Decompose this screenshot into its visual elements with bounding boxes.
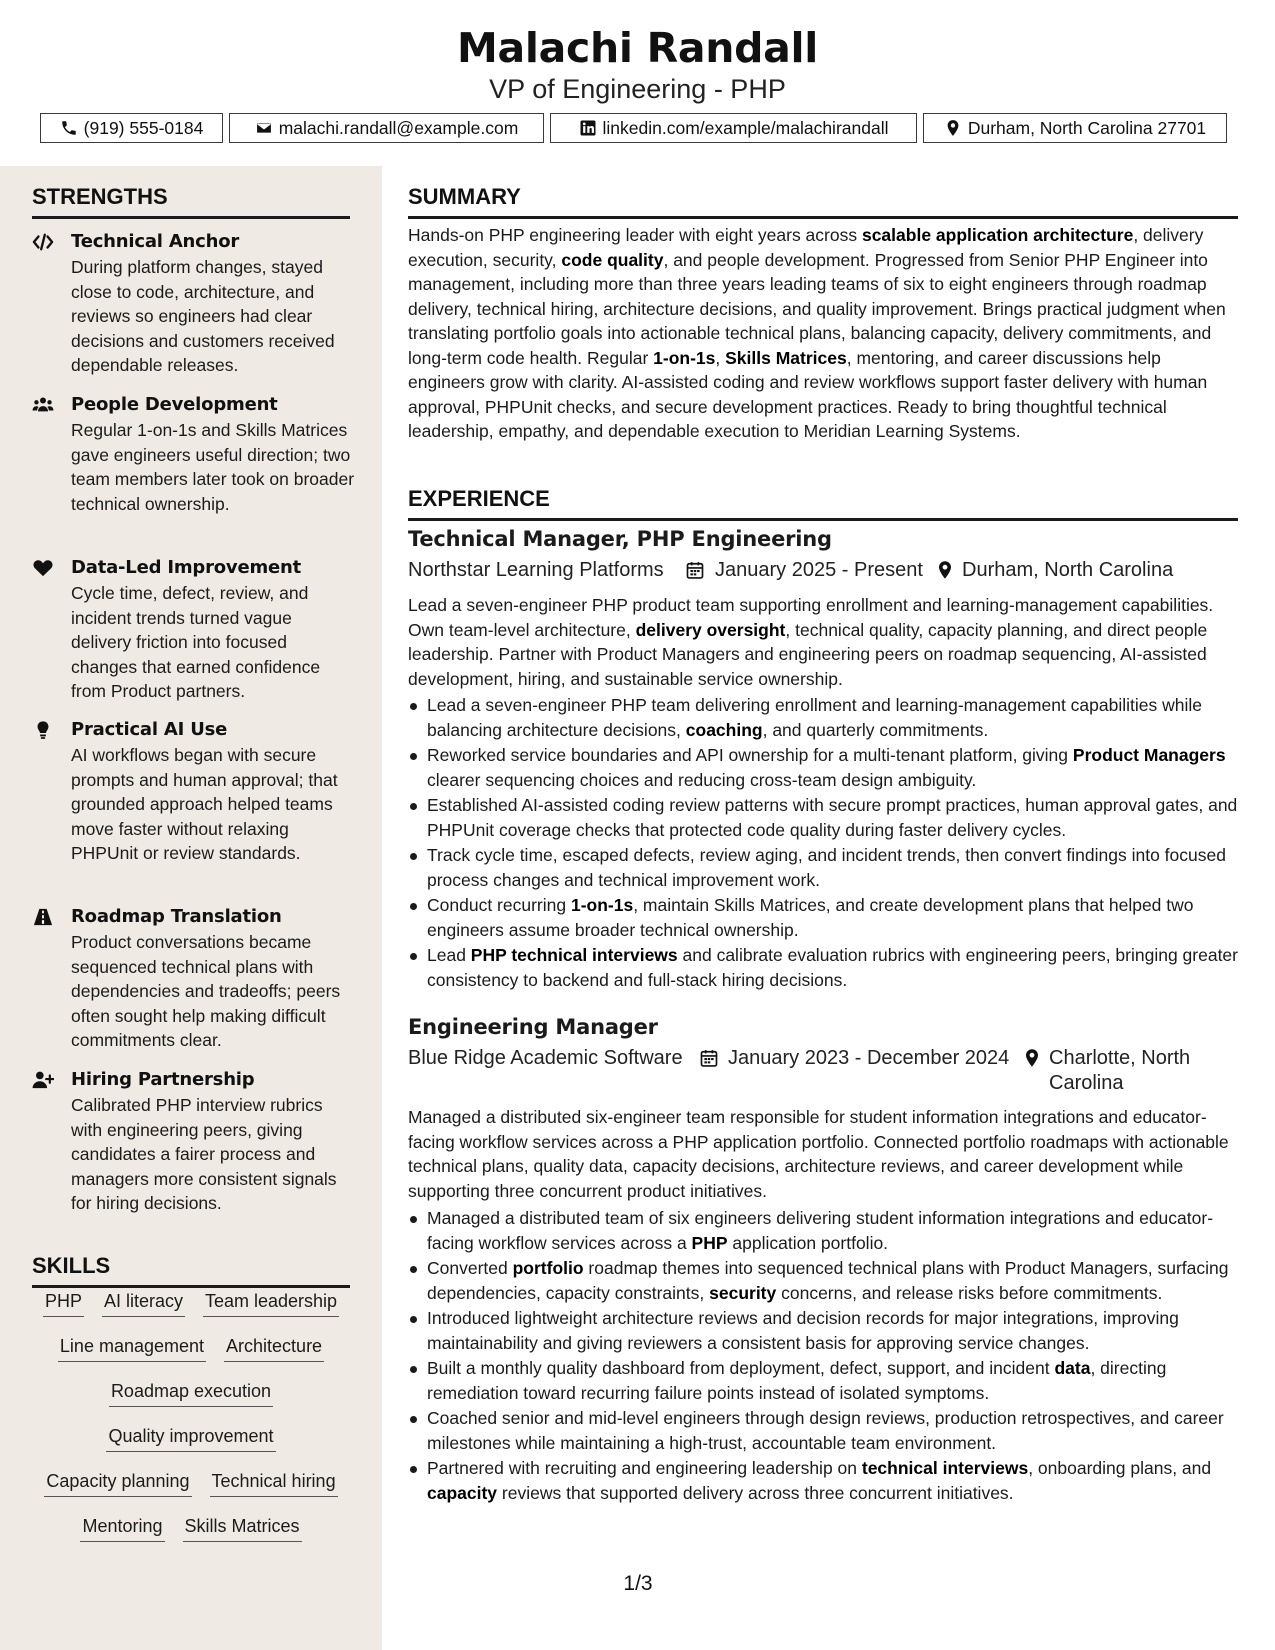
list-item: Lead a seven-engineer PHP team delivering enrollment and learning-management capabilities while balancing architecture decisions, coaching, and quarterly commitments. — [408, 693, 1238, 742]
job-title: Engineering Manager — [408, 1015, 658, 1039]
candidate-name: Malachi Randall — [456, 24, 819, 72]
skill-chip: Capacity planning — [44, 1468, 191, 1497]
company-name: Blue Ridge Academic Software — [408, 1047, 683, 1069]
skill-chip: AI literacy — [102, 1288, 185, 1317]
skill-chip: Roadmap execution — [109, 1378, 273, 1407]
skills-row — [32, 1468, 350, 1497]
list-item: Partnered with recruiting and engineering leadership on technical interviews, onboarding plans, and capacity reviews that supported delivery across three concurrent initiatives. — [408, 1456, 1238, 1505]
envelope-icon — [255, 119, 273, 137]
job-intro: Managed a distributed six-engineer team responsible for student information integrations and educator-facing workflow services across a PHP application portfolio. Connected portfolio roadmaps with actionable technical plans, quality data, capacity decisions, architecture reviews, and career development while supporting three concurrent product initiatives. — [408, 1107, 1229, 1201]
experience-heading: EXPERIENCE — [408, 485, 1238, 521]
strength-title: Technical Anchor — [71, 231, 240, 252]
road-icon — [32, 907, 56, 929]
strength-description: Regular 1-on-1s and Skills Matrices gave engineers useful direction; two team members later took on broader technical ownership. — [71, 420, 355, 514]
email-text: malachi.randall@example.com — [278, 117, 519, 138]
summary-heading: SUMMARY — [408, 183, 1238, 219]
location-text: Durham, North Carolina 27701 — [967, 117, 1207, 138]
contact-phone[interactable] — [40, 113, 223, 143]
strength-description: Product conversations became sequenced technical plans with dependencies and tradeoffs; peers often sought help making difficult commitments clear. — [71, 932, 341, 1050]
people-group-icon — [32, 395, 56, 417]
strength-description: Cycle time, defect, review, and incident trends turned vague delivery friction into focused changes that earned confidence from Product partners. — [71, 583, 321, 701]
list-item: Track cycle time, escaped defects, review aging, and incident trends, then convert findings into focused process changes and technical improvement work. — [408, 843, 1238, 892]
strength-title: Roadmap Translation — [71, 906, 282, 927]
strength-description: Calibrated PHP interview rubrics with engineering peers, giving candidates a fairer process and managers more consistent signals for hiring decisions. — [71, 1095, 337, 1213]
job-location: Durham, North Carolina — [962, 559, 1174, 581]
summary-text: Hands-on PHP engineering leader with eight years across scalable application architecture, delivery execution, security, code quality, and people development. Progressed from Senior PHP Engineer into management, including more than three years leading teams of six to eight engineers through roadmap delivery, technical hiring, architecture decisions, and quality improvement. Brings practical judgment when translating portfolio goals into actionable technical plans, balancing capacity, delivery commitments, and long-term code health. Regular 1-on-1s, Skills Matrices, mentoring, and career discussions help engineers grow with clarity. AI-assisted coding and review workflows support faster delivery with human approval, PHPUnit checks, and secure development practices. Ready to bring thoughtful technical leadership, empathy, and dependable execution to Meridian Learning Systems. — [408, 225, 1226, 441]
linkedin-text: linkedin.com/example/malachirandall — [602, 117, 889, 138]
list-item: Managed a distributed team of six engineers delivering student information integrations and educator-facing workflow services across a PHP application portfolio. — [408, 1206, 1238, 1255]
phone-text: (919) 555-0184 — [83, 117, 204, 138]
job-title: Technical Manager, PHP Engineering — [408, 527, 832, 551]
company-name: Northstar Learning Platforms — [408, 559, 664, 581]
job-dates: January 2025 - Present — [715, 559, 923, 581]
skill-chip: Skills Matrices — [183, 1513, 302, 1542]
skill-chip: Architecture — [224, 1333, 324, 1362]
skill-chip: Line management — [58, 1333, 206, 1362]
map-pin-icon — [1022, 1048, 1042, 1068]
list-item: Coached senior and mid-level engineers through design reviews, production retrospectives, and career milestones while maintaining a high-trust, accountable team environment. — [408, 1406, 1238, 1455]
page-number: 1/3 — [623, 1572, 653, 1595]
list-item: Lead PHP technical interviews and calibrate evaluation rubrics with engineering peers, bringing greater consistency to backend and full-stack hiring decisions. — [408, 943, 1238, 992]
contact-linkedin[interactable] — [550, 113, 917, 143]
skill-chip: Technical hiring — [210, 1468, 338, 1497]
code-icon — [32, 232, 56, 254]
skill-chip: Quality improvement — [106, 1423, 275, 1452]
strength-description: During platform changes, stayed close to code, architecture, and reviews so engineers had clear decisions and customers received dependable releases. — [71, 257, 335, 375]
user-plus-icon — [32, 1070, 56, 1092]
list-item: Reworked service boundaries and API ownership for a multi-tenant platform, giving Product Managers clearer sequencing choices and reducing cross-team design ambiguity. — [408, 743, 1238, 792]
job-meta — [408, 558, 1238, 583]
skills-row — [32, 1423, 350, 1452]
map-pin-icon — [944, 119, 962, 137]
job-bullets — [408, 1206, 1238, 1506]
skills-row — [32, 1378, 350, 1407]
list-item: Built a monthly quality dashboard from deployment, defect, support, and incident data, directing remediation toward recurring failure points instead of isolated symptoms. — [408, 1356, 1238, 1405]
contact-location[interactable] — [923, 113, 1227, 143]
strength-title: Practical AI Use — [71, 719, 228, 740]
linkedin-icon — [579, 119, 597, 137]
job-intro: Lead a seven-engineer PHP product team supporting enrollment and learning-management capabilities. Own team-level architecture, delivery oversight, technical quality, capacity planning, and direct people leadership. Partner with Product Managers and engineering peers on roadmap sequencing, AI-assisted development, hiring, and sustainable service ownership. — [408, 595, 1214, 689]
skill-chip: Team leadership — [203, 1288, 339, 1317]
resume-header — [0, 0, 1275, 166]
candidate-title: VP of Engineering - PHP — [489, 74, 786, 104]
job-dates: January 2023 - December 2024 — [728, 1047, 1010, 1069]
strength-title: Hiring Partnership — [71, 1069, 255, 1090]
lightbulb-icon — [32, 720, 56, 742]
calendar-icon — [685, 560, 705, 580]
phone-icon — [60, 119, 78, 137]
strength-title: Data-Led Improvement — [71, 557, 302, 578]
skills-row — [32, 1333, 350, 1362]
skills-row — [32, 1513, 350, 1542]
job-meta — [408, 1046, 1238, 1096]
strengths-heading: STRENGTHS — [32, 183, 350, 219]
strength-title: People Development — [71, 394, 278, 415]
sidebar — [0, 166, 382, 1650]
skill-chip: Mentoring — [80, 1513, 164, 1542]
strength-description: AI workflows began with secure prompts and human approval; that grounded approach helped teams move faster without relaxing PHPUnit or review standards. — [71, 745, 338, 863]
skill-chip: PHP — [43, 1288, 84, 1317]
calendar-icon — [699, 1048, 719, 1068]
job-bullets — [408, 693, 1238, 993]
skills-heading: SKILLS — [32, 1252, 350, 1288]
list-item: Introduced lightweight architecture reviews and decision records for major integrations, improving maintainability and giving reviewers a consistent basis for approving service changes. — [408, 1306, 1238, 1355]
job-location: Charlotte, North Carolina — [1049, 1047, 1191, 1094]
list-item: Established AI-assisted coding review patterns with secure prompt practices, human approval gates, and PHPUnit coverage checks that protected code quality during faster delivery cycles. — [408, 793, 1238, 842]
skills-row — [32, 1288, 350, 1317]
heart-icon — [32, 558, 56, 580]
list-item: Converted portfolio roadmap themes into sequenced technical plans with Product Managers, surfacing dependencies, capacity constraints, security concerns, and release risks before commitments. — [408, 1256, 1238, 1305]
map-pin-icon — [935, 560, 955, 580]
list-item: Conduct recurring 1-on-1s, maintain Skills Matrices, and create development plans that helped two engineers assume broader technical ownership. — [408, 893, 1238, 942]
contact-email[interactable] — [229, 113, 544, 143]
